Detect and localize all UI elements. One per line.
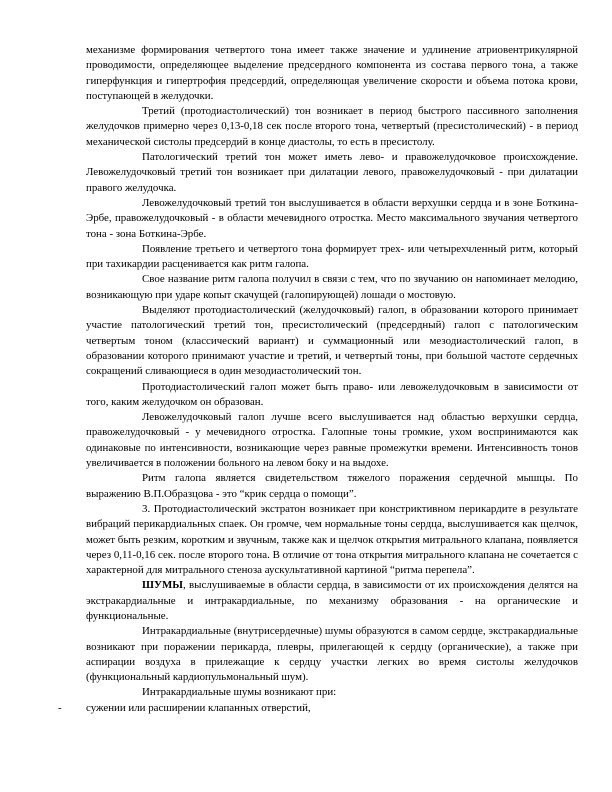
paragraph: 3. Протодиастолический экстратон возникает при констриктивном перикардите в результате вибраций перикардиальных спаек. Он громче, чем нормальные тоны сердца, выслушивается как щелчок, может быть резким, коротким и звучным, также как и щелчок открытия митрального клапана, появляется через 0,11-0,16 сек. после второго тона. В отличие от тона открытия митрального клапана не сочетается с характерной для митрального стеноза аускультативной картиной “ритма перепела”. — [86, 502, 578, 577]
paragraph: механизме формирования четвертого тона имеет также значение и удлинение атриовентрикулярной проводимости, определяющее выделение предсердного компонента из состава первого тона, а также гиперфункция и гипертрофия предсердий, определяющая увеличение скорости и объема потока крови, поступающей в желудочки. — [86, 44, 578, 102]
paragraph: Свое название ритм галопа получил в связи с тем, что по звучанию он напоминает мелодию, возникающую при ударе копыт скачущей (галопирующей) лошади о мостовую. — [86, 273, 578, 301]
paragraph: Интракардиальные шумы возникают при: — [142, 686, 337, 699]
paragraph: Левожелудочковый третий тон выслушивается в области верхушки сердца и в зоне Боткина-Эрбе, правожелудочковый - в области мечевидного отростка. Место максимального звучания четвертого тона - зона Боткина-Эрбе. — [86, 196, 578, 240]
murmurs-heading: ШУМЫ — [142, 579, 183, 592]
paragraph: Третий (протодиастолический) тон возникает в период быстрого пассивного заполнения желудочков примерно через 0,13-0,18 сек после второго тона, четвертый (пресистолический) - в период механической систолы предсердий в конце диастолы, то есть в пресистолу. — [86, 105, 578, 148]
list-item — [58, 701, 578, 716]
murmurs-paragraph — [86, 578, 578, 624]
paragraph: Ритм галопа является свидетельством тяжелого поражения сердечной мышцы. По выражению В.П.Образцова - это “крик сердца о помощи”. — [86, 472, 578, 500]
paragraph: Левожелудочковый галоп лучше всего выслушивается над областью верхушки сердца, правожелудочковый - у мечевидного отростка. Галопные тоны громкие, ухом воспринимаются как одинаковые по интенсивности, возникающие через равные промежутки времени. Интенсивность тонов увеличивается в положении больного на левом боку и на выдохе. — [86, 411, 578, 470]
list-bullet: - — [58, 701, 62, 714]
list-item-text: сужении или расширении клапанных отверстий, — [86, 701, 311, 714]
paragraph: Протодиастолический галоп может быть право- или левожелудочковым в зависимости от того, каким желудочком он образован. — [86, 380, 578, 408]
paragraph: Патологический третий тон может иметь лево- и правожелудочковое происхождение. Левожелудочковый третий тон возникает при дилатации левого, правожелудочковый - при дилатации правого желудочка. — [86, 151, 578, 194]
paragraph: Интракардиальные (внутрисердечные) шумы образуются в самом сердце, экстракардиальные возникают при поражении перикарда, плевры, прилегающей к сердцу (органические), а также при аспирации воздуха в прилежащие к сердцу участки легких во время систолы желудочков (функциональный кардиопульмональный шум). — [86, 625, 578, 684]
paragraph: Выделяют протодиастолический (желудочковый) галоп, в образовании которого принимает участие патологический третий тон, пресистолический (предсердный) галоп с патологическим четвертым тоном (классический вариант) и суммационный или мезодиастолический галоп, в образовании которого принимают участие и третий, и четвертый тоны, при большой частоте сердечных сокращений сливающиеся в один мезодиастолический тон. — [86, 304, 578, 378]
paragraph: Появление третьего и четвертого тона формирует трех- или четырехчленный ритм, который при тахикардии расценивается как ритм галопа. — [86, 242, 578, 271]
murmurs-text: , выслушиваемые в области сердца, в зависимости от их происхождения делятся на экстракардиальные и интракардиальные, по механизму образования - на органические и функциональные. — [86, 579, 578, 622]
document-body — [58, 43, 578, 716]
